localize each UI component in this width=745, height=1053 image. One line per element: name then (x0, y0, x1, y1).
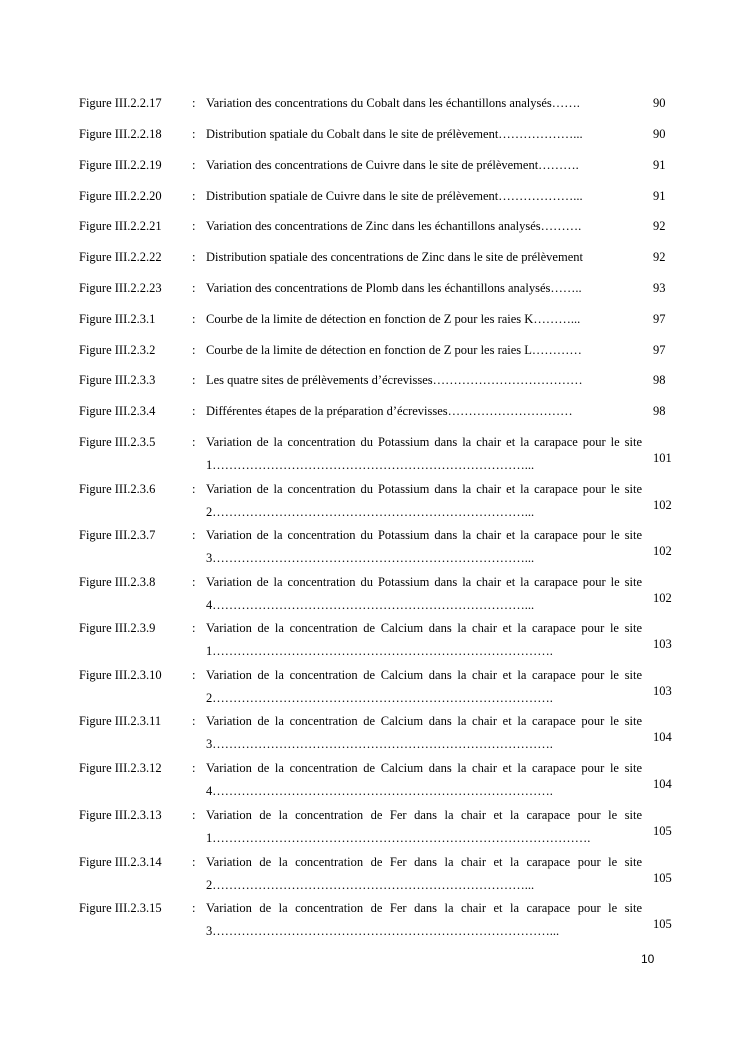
page-number: 98 (653, 404, 666, 418)
separator: : (192, 96, 196, 110)
figure-number: Figure III.2.2.20 (79, 189, 162, 203)
figure-number: Figure III.2.2.18 (79, 127, 162, 141)
figure-caption: Distribution spatiale de Cuivre dans le site de prélèvement………………... (206, 189, 583, 203)
figure-caption: Variation de la concentration du Potassium dans la chair et la carapace pour le site 1…………………………………………………………………... (206, 435, 642, 472)
figure-number: Figure III.2.2.17 (79, 96, 162, 110)
page-number: 92 (653, 250, 666, 264)
separator: : (192, 435, 196, 449)
figure-number: Figure III.2.3.2 (79, 343, 156, 357)
figure-caption: Variation des concentrations de Cuivre dans le site de prélèvement………. (206, 158, 579, 172)
page-number: 105 (653, 824, 672, 838)
figure-number: Figure III.2.3.1 (79, 312, 156, 326)
separator: : (192, 281, 196, 295)
separator: : (192, 189, 196, 203)
separator: : (192, 668, 196, 682)
separator: : (192, 312, 196, 326)
figure-number: Figure III.2.2.23 (79, 281, 162, 295)
figure-number: Figure III.2.3.14 (79, 855, 162, 869)
figure-number: Figure III.2.2.21 (79, 219, 162, 233)
page-number: 102 (653, 498, 672, 512)
figure-number: Figure III.2.3.4 (79, 404, 156, 418)
page-number: 92 (653, 219, 666, 233)
page-number: 90 (653, 127, 666, 141)
figure-number: Figure III.2.3.3 (79, 373, 156, 387)
page-number: 102 (653, 591, 672, 605)
figure-number: Figure III.2.2.22 (79, 250, 162, 264)
figure-caption: Variation de la concentration de Fer dans la chair et la carapace pour le site 2…………………………………………………………………... (206, 855, 642, 892)
figure-caption: Variation de la concentration de Fer dans la chair et la carapace pour le site 1………………………………………………………………………………. (206, 808, 642, 845)
page-number: 104 (653, 730, 672, 744)
separator: : (192, 901, 196, 915)
page-number: 105 (653, 917, 672, 931)
figure-number: Figure III.2.3.9 (79, 621, 156, 635)
figure-caption: Variation de la concentration du Potassium dans la chair et la carapace pour le site 3…………………………………………………………………... (206, 528, 642, 565)
page-number: 104 (653, 777, 672, 791)
separator: : (192, 575, 196, 589)
figure-number: Figure III.2.3.6 (79, 482, 156, 496)
page-number: 93 (653, 281, 666, 295)
separator: : (192, 714, 196, 728)
figure-number: Figure III.2.3.13 (79, 808, 162, 822)
page-number: 97 (653, 343, 666, 357)
figure-caption: Variation des concentrations du Cobalt dans les échantillons analysés……. (206, 96, 580, 110)
page-number: 101 (653, 451, 672, 465)
separator: : (192, 528, 196, 542)
figure-number: Figure III.2.3.15 (79, 901, 162, 915)
page-number: 91 (653, 158, 666, 172)
separator: : (192, 808, 196, 822)
separator: : (192, 621, 196, 635)
separator: : (192, 404, 196, 418)
figure-caption: Variation des concentrations de Plomb dans les échantillons analysés…….. (206, 281, 582, 295)
page-number: 98 (653, 373, 666, 387)
figure-caption: Variation de la concentration du Potassium dans la chair et la carapace pour le site 2…………………………………………………………………... (206, 482, 642, 519)
figure-number: Figure III.2.2.19 (79, 158, 162, 172)
footer-page-number: 10 (641, 952, 655, 966)
figure-caption: Distribution spatiale du Cobalt dans le site de prélèvement………………... (206, 127, 583, 141)
figure-number: Figure III.2.3.5 (79, 435, 156, 449)
page-number: 91 (653, 189, 666, 203)
figure-number: Figure III.2.3.7 (79, 528, 156, 542)
separator: : (192, 343, 196, 357)
page-number: 90 (653, 96, 666, 110)
page-number: 103 (653, 684, 672, 698)
figure-number: Figure III.2.3.10 (79, 668, 162, 682)
separator: : (192, 761, 196, 775)
page-number: 97 (653, 312, 666, 326)
separator: : (192, 158, 196, 172)
figure-caption: Variation de la concentration du Potassium dans la chair et la carapace pour le site 4…………………………………………………………………... (206, 575, 642, 612)
separator: : (192, 855, 196, 869)
figure-caption: Différentes étapes de la préparation d’écrevisses………………………… (206, 404, 573, 418)
figure-caption: Variation de la concentration de Calcium dans la chair et la carapace pour le site 1………………………………………………………………………. (206, 621, 642, 658)
figure-caption: Variation de la concentration de Fer dans la chair et la carapace pour le site 3………………………………………………………………………... (206, 901, 642, 938)
figure-caption: Variation de la concentration de Calcium dans la chair et la carapace pour le site 2………………………………………………………………………. (206, 668, 642, 705)
page-number: 102 (653, 544, 672, 558)
separator: : (192, 373, 196, 387)
separator: : (192, 219, 196, 233)
page-number: 103 (653, 637, 672, 651)
figure-caption: Variation de la concentration de Calcium dans la chair et la carapace pour le site 3………………………………………………………………………. (206, 714, 642, 751)
figure-number: Figure III.2.3.11 (79, 714, 162, 728)
figure-caption: Variation de la concentration de Calcium dans la chair et la carapace pour le site 4………………………………………………………………………. (206, 761, 642, 798)
separator: : (192, 127, 196, 141)
separator: : (192, 250, 196, 264)
figure-number: Figure III.2.3.8 (79, 575, 156, 589)
separator: : (192, 482, 196, 496)
figure-caption: Courbe de la limite de détection en fonction de Z pour les raies K………... (206, 312, 581, 326)
figure-number: Figure III.2.3.12 (79, 761, 162, 775)
figure-caption: Variation des concentrations de Zinc dans les échantillons analysés………. (206, 219, 582, 233)
figure-caption: Courbe de la limite de détection en fonction de Z pour les raies L………… (206, 343, 582, 357)
figure-caption: Les quatre sites de prélèvements d’écrevisses……………………………… (206, 373, 583, 387)
page-number: 105 (653, 871, 672, 885)
figure-caption: Distribution spatiale des concentrations de Zinc dans le site de prélèvement (206, 250, 583, 264)
